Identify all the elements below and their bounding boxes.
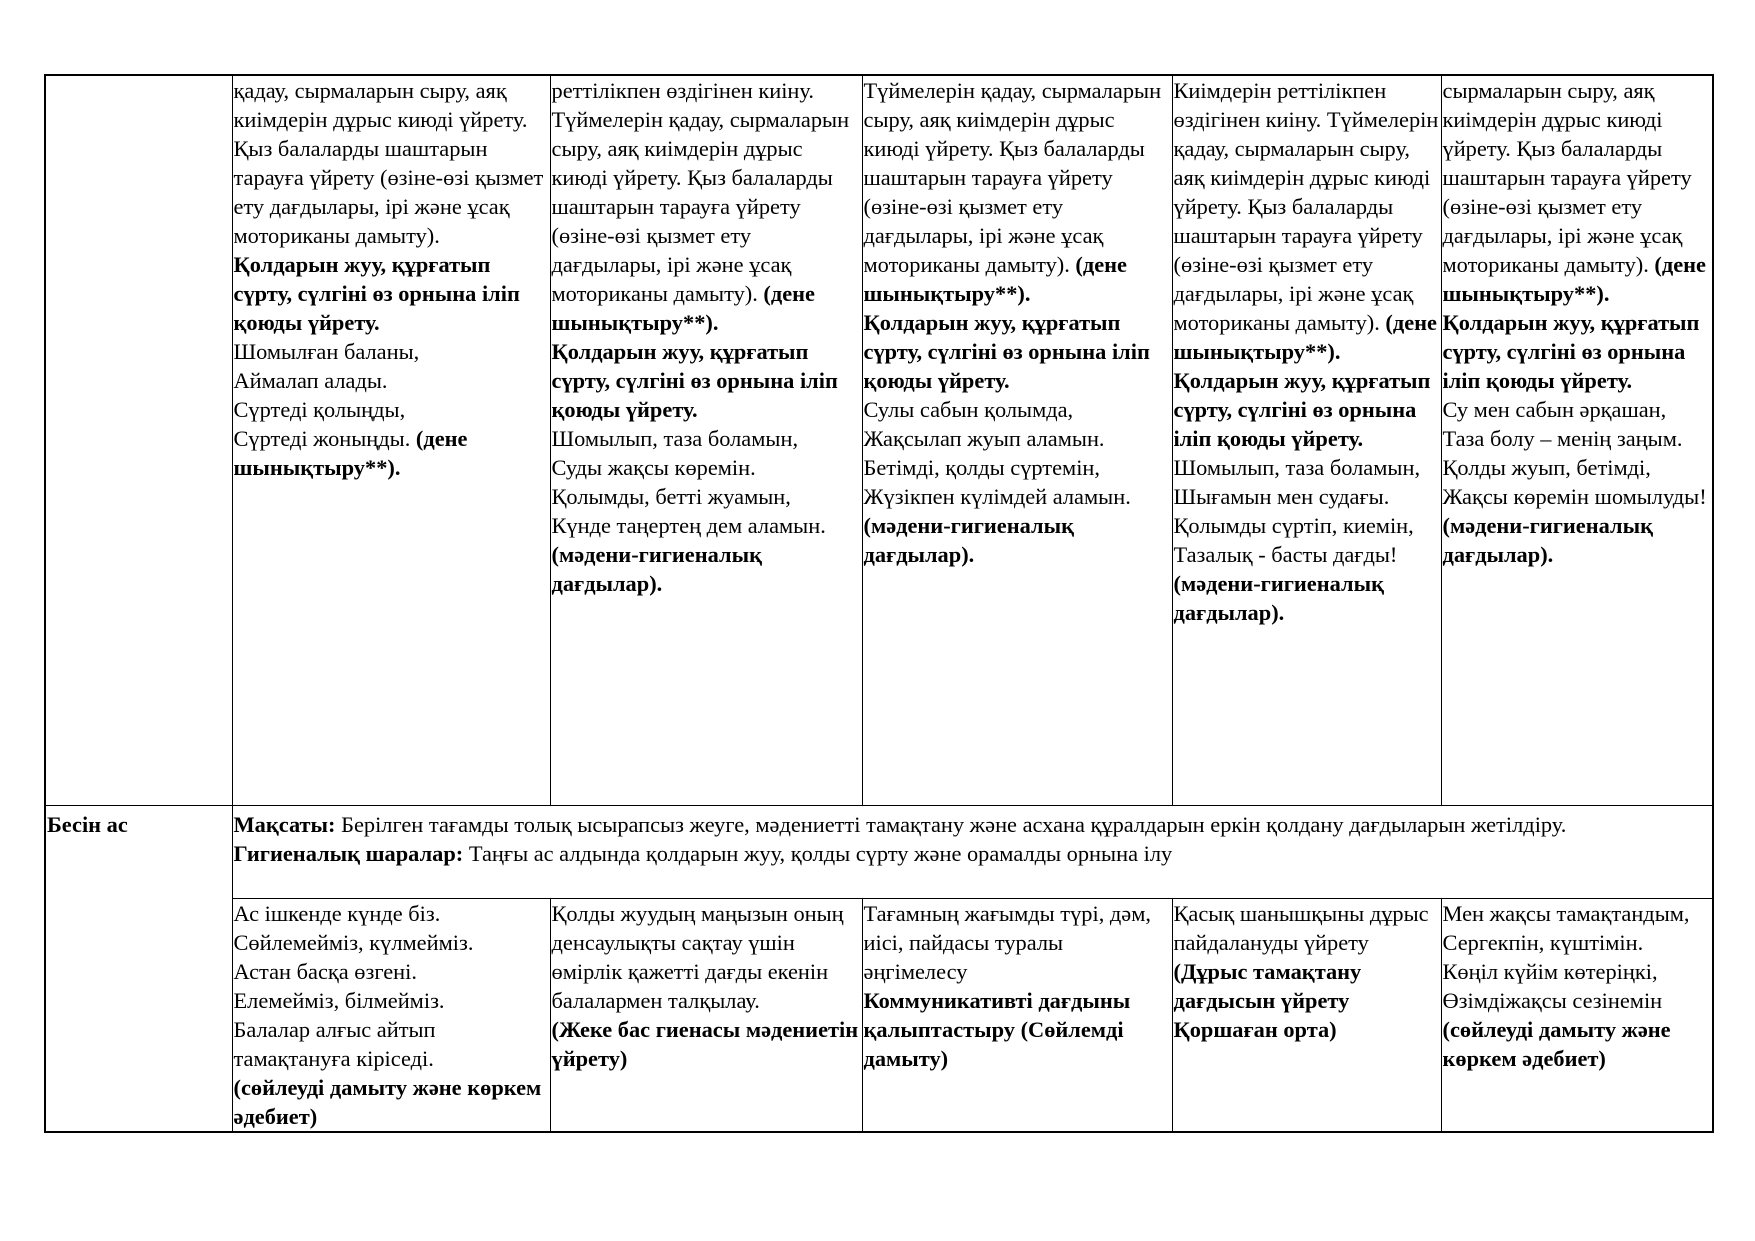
cell-bold-text: (Дұрыс тамақтану дағдысын үйрету Қоршаған орта) [1173, 959, 1362, 1042]
poem-line: Шомылып, таза боламын, [1173, 455, 1421, 480]
cell-text: реттілікпен өздігінен киіну. Түймелерін қадау, сырмаларын сыру, аяқ киімдерін дұрыс киюді үйрету. Қыз балаларды шаштарын тарауға үйрету (өзіне-өзі қызмет ету дағдылары, ірі және ұсақ моториканы дамыту). [551, 78, 850, 306]
lunch-cell-4 [1172, 899, 1441, 1133]
poem-line: Қолымды сүртіп, киемін, [1173, 513, 1414, 538]
poem-line: Аймалап алады. [233, 368, 388, 393]
goal-label: Мақсаты: [233, 812, 336, 837]
cell-bold-text: (дене шынықтыру**). [1442, 252, 1706, 306]
poem-line: Су мен сабын әрқашан, [1442, 397, 1667, 422]
poem-line: Шомылған баланы, [233, 339, 420, 364]
poem-line: Балалар алғыс айтып тамақтануға кіріседі. [233, 1017, 436, 1071]
lunch-goal-row [45, 806, 1713, 899]
poem-line: Жақсы көремін шомылуды! [1442, 484, 1707, 509]
cell-bold-text: (мәдени-гигиеналық дағдылар). [863, 513, 1074, 567]
poem-line: Сүртеді жоныңды. [233, 426, 416, 451]
cell-text: сырмаларын сыру, аяқ киімдерін дұрыс киюді үйрету. Қыз балаларды шаштарын тарауға үйрету (өзіне-өзі қызмет ету дағдылары, ірі және ұсақ моториканы дамыту). [1442, 78, 1692, 277]
cell-bold-text: Қолдарын жуу, құрғатып сүрту, сүлгіні өз орнына іліп қоюды үйрету. [1442, 310, 1700, 393]
poem-line: Сүртеді қолыңды, [233, 397, 406, 422]
cell-bold-text: Коммуникативті дағдыны қалыптастыру (Сөйлемді дамыту) [863, 988, 1131, 1071]
cell-text: Тағамның жағымды түрі, дәм, иісі, пайдасы туралы әңгімелесу [863, 901, 1151, 984]
hygiene-text: Таңғы ас алдында қолдарын жуу, қолды сүрту және орамалды орнына ілу [463, 841, 1173, 866]
poem-line: Таза болу – менің заңым. [1442, 426, 1683, 451]
cell-text: Киімдерін реттілікпен өздігінен киіну. Түймелерін қадау, сырмаларын сыру, аяқ киімдерін дұрыс киюді үйрету. Қыз балаларды шаштарын тарауға үйрету (өзіне-өзі қызмет ету дағдылары, ірі және ұсақ моториканы дамыту). [1173, 78, 1439, 335]
cell-bold-text: (сөйлеуді дамыту және көркем әдебиет) [1442, 1017, 1671, 1071]
poem-line: Мен жақсы тамақтандым, [1442, 901, 1690, 926]
cell-bold-text: (дене шынықтыру**). [551, 281, 815, 335]
cell-bold-text: Қолдарын жуу, құрғатып сүрту, сүлгіні өз орнына іліп қоюды үйрету. [233, 252, 520, 335]
dressing-cell-1 [232, 75, 550, 806]
dressing-cell-5 [1441, 75, 1713, 806]
poem-line: Елемейміз, білмейміз. [233, 988, 445, 1013]
cell-bold-text: (сөйлеуді дамыту және көркем әдебиет) [233, 1075, 542, 1129]
lunch-cell-5 [1441, 899, 1713, 1133]
dressing-row [45, 75, 1713, 806]
poem-line: Сулы сабын қолымда, [863, 397, 1074, 422]
poem-line: Қолды жуып, бетімді, [1442, 455, 1651, 480]
cell-bold-text: (Жеке бас гиенасы мәдениетін үйрету) [551, 1017, 859, 1071]
cell-bold-text: (мәдени-гигиеналық дағдылар). [1442, 513, 1653, 567]
poem-line: Өзімдіжақсы сезінемін [1442, 988, 1663, 1013]
cell-text: Қасық шанышқыны дұрыс пайдалануды үйрету [1173, 901, 1429, 955]
cell-text: қадау, сырмаларын сыру, аяқ киімдерін дұрыс киюді үйрету. Қыз балаларды шаштарын тарауға үйрету (өзіне-өзі қызмет ету дағдылары, ірі және ұсақ моториканы дамыту). [233, 78, 544, 248]
poem-line: Бетімді, қолды сүртемін, [863, 455, 1100, 480]
poem-line: Күнде таңертең дем аламын. [551, 513, 826, 538]
dressing-cell-4 [1172, 75, 1441, 806]
cell-bold-text: Қолдарын жуу, құрғатып сүрту, сүлгіні өз орнына іліп қоюды үйрету. [1173, 368, 1431, 451]
lunch-cell-3 [862, 899, 1172, 1133]
cell-bold-text: (дене шынықтыру**). [863, 252, 1127, 306]
poem-line: Сергекпін, күштімін. [1442, 930, 1644, 955]
lunch-goal-cell [232, 806, 1713, 899]
cell-bold-text: Қолдарын жуу, құрғатып сүрту, сүлгіні өз орнына іліп қоюды үйрету. [551, 339, 838, 422]
poem-line: Шомылып, таза боламын, [551, 426, 799, 451]
cell-bold-text: (дене шынықтыру**). [233, 426, 468, 480]
poem-line: Суды жақсы көремін. [551, 455, 756, 480]
dressing-cell-2 [550, 75, 862, 806]
cell-bold-text: (дене шынықтыру**). [1173, 310, 1437, 364]
poem-line: Ас ішкенде күнде біз. [233, 901, 441, 926]
lunch-label: Бесін ас [45, 806, 232, 1133]
lunch-cell-2 [550, 899, 862, 1133]
cell-text: Қолды жуудың маңызын оның денсаулықты сақтау үшін өмірлік қажетті дағды екенін балалармен талқылау. [551, 901, 844, 1013]
poem-line: Шығамын мен судағы. [1173, 484, 1390, 509]
cell-bold-text: (мәдени-гигиеналық дағдылар). [1173, 571, 1384, 625]
cell-text: Түймелерін қадау, сырмаларын сыру, аяқ киімдерін дұрыс киюді үйрету. Қыз балаларды шаштарын тарауға үйрету (өзіне-өзі қызмет ету дағдылары, ірі және ұсақ моториканы дамыту). [863, 78, 1162, 277]
lunch-row [45, 899, 1713, 1133]
poem-line: Сөйлемейміз, күлмейміз. [233, 930, 474, 955]
label-cell-empty [45, 75, 232, 806]
dressing-cell-3 [862, 75, 1172, 806]
schedule-table [44, 74, 1714, 1133]
hygiene-label: Гигиеналық шаралар: [233, 841, 464, 866]
lunch-cell-1 [232, 899, 550, 1133]
cell-bold-text: Қолдарын жуу, құрғатып сүрту, сүлгіні өз орнына іліп қоюды үйрету. [863, 310, 1150, 393]
poem-line: Жүзікпен күлімдей аламын. [863, 484, 1131, 509]
poem-line: Тазалық - басты дағды! [1173, 542, 1398, 567]
poem-line: Көңіл күйім көтеріңкі, [1442, 959, 1658, 984]
poem-line: Жақсылап жуып аламын. [863, 426, 1105, 451]
cell-bold-text: (мәдени-гигиеналық дағдылар). [551, 542, 762, 596]
poem-line: Қолымды, бетті жуамын, [551, 484, 791, 509]
goal-text: Берілген тағамды толық ысырапсыз жеуге, мәдениетті тамақтану және асхана құралдарын еркін қолдану дағдыларын жетілдіру. [335, 812, 1567, 837]
poem-line: Астан басқа өзгені. [233, 959, 417, 984]
